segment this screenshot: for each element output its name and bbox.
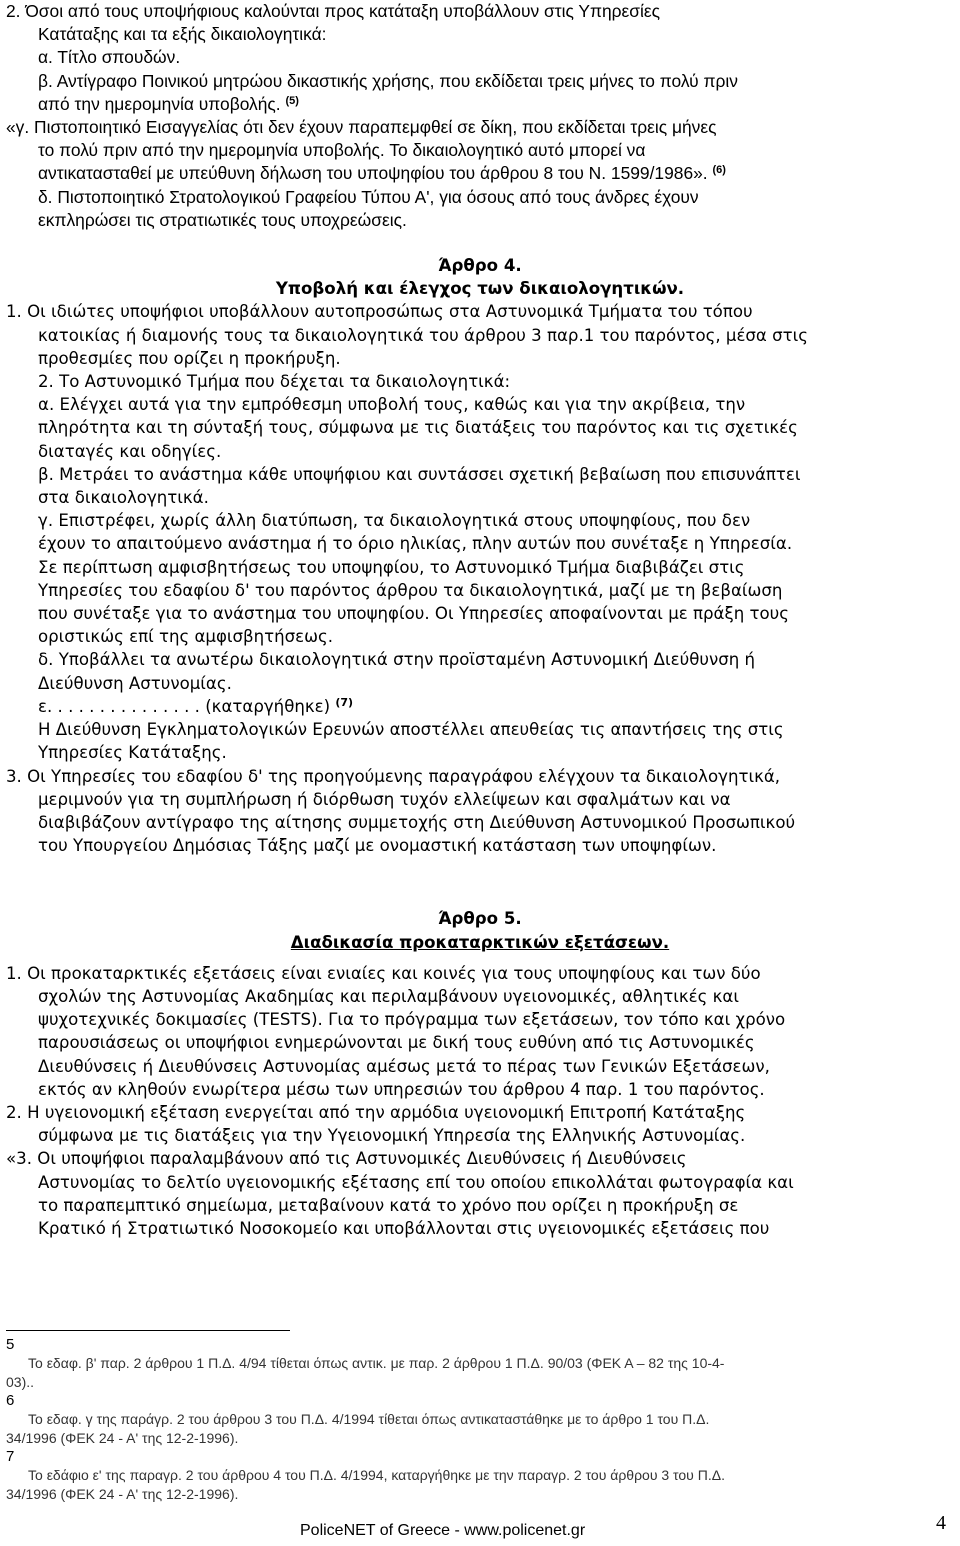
footnote-number: 6 <box>6 1392 15 1409</box>
paragraph-line: σύμφωνα με τις διατάξεις για την Υγειονομική Υπηρεσία της Ελληνικής Αστυνομίας. <box>38 1126 746 1146</box>
paragraph-line: Η Διεύθυνση Εγκληματολογικών Ερευνών αποστέλλει απευθείας τις απαντήσεις της στις <box>38 720 784 740</box>
paragraph-line: οριστικώς επί της αμφισβητήσεως. <box>38 627 334 647</box>
paragraph-line: εκπληρώσει τις στρατιωτικές τους υποχρεώσεις. <box>38 209 407 230</box>
paragraph-line: γ. Επιστρέφει, χωρίς άλλη διατύπωση, τα δικαιολογητικά στους υποψηφίους, που δεν <box>38 511 751 531</box>
footnote-text: 03).. <box>6 1374 35 1390</box>
paragraph-line: κατοικίας ή διαμονής τους τα δικαιολογητικά του άρθρου 3 παρ.1 του παρόντος, μέσα στις <box>38 325 809 345</box>
paragraph-line: Διεύθυνση Αστυνομίας. <box>38 673 232 693</box>
paragraph-line: παρουσιάσεως οι υποψήφιοι ενημερώνονται με δική τους ευθύνη από τις Αστυνομικές <box>38 1033 755 1053</box>
footnote-ref: (7) <box>335 695 354 709</box>
paragraph-line <box>6 93 954 116</box>
paragraph-line: διαταγές και οδηγίες. <box>38 441 222 461</box>
paragraph-line: 1. Οι προκαταρκτικές εξετάσεις είναι ενιαίες και κοινές για τους υποψηφίους και των δύο <box>6 963 761 983</box>
text-run: ε. . . . . . . . . . . . . . . (καταργήθηκε) <box>38 696 331 716</box>
footnote-number: 7 <box>6 1448 15 1465</box>
article-heading: Άρθρο 5. <box>438 909 522 929</box>
paragraph-line: εκτός αν κληθούν ενωρίτερα μέσω των υπηρεσιών του άρθρου 4 παρ. 1 του παρόντος. <box>38 1079 765 1099</box>
footnote-text: 34/1996 (ΦΕΚ 24 - Α' της 12-2-1996). <box>6 1486 239 1502</box>
paragraph-line: το πολύ πριν από την ημερομηνία υποβολής. Το δικαιολογητικό αυτό μπορεί να <box>38 140 646 161</box>
paragraph-line: α. Τίτλο σπουδών. <box>38 47 181 68</box>
paragraph-line: α. Ελέγχει αυτά για την εμπρόθεσμη υποβολή τους, καθώς και για την ακρίβεια, την <box>38 395 746 415</box>
document-page <box>6 0 954 1240</box>
footnote-ref: (6) <box>712 164 726 177</box>
paragraph-line: Σε περίπτωση αμφισβητήσεως του υποψηφίου, το Αστυνομικό Τμήμα διαβιβάζει στις <box>38 557 745 577</box>
footnote <box>6 1448 954 1504</box>
paragraph-line: στα δικαιολογητικά. <box>38 488 209 508</box>
paragraph-line: σχολών της Αστυνομίας Ακαδημίας και περιλαμβάνουν υγειονομικές, αθλητικές και <box>38 986 739 1006</box>
page-footer: PoliceNET of Greece - www.policenet.gr <box>300 1522 586 1539</box>
paragraph-line: β. Αντίγραφο Ποινικού μητρώου δικαστικής χρήσης, που εκδίδεται τρεις μήνες το πολύ πριν <box>38 70 738 91</box>
footnote-text <box>6 1466 954 1485</box>
paragraph-line: «3. Οι υποψήφιοι παραλαμβάνουν από τις Αστυνομικές Διευθύνσεις ή Διευθύνσεις <box>6 1149 687 1169</box>
article-title: Υποβολή και έλεγχος των δικαιολογητικών. <box>275 279 685 299</box>
footnote-number: 5 <box>6 1336 15 1353</box>
paragraph-line: 2. Όσοι από τους υποψήφιους καλούνται προς κατάταξη υποβάλλουν στις Υπηρεσίες <box>6 1 661 21</box>
paragraph-line: 3. Οι Υπηρεσίες του εδαφίου δ' της προηγούμενης παραγράφου ελέγχουν τα δικαιολογητικά, <box>6 766 781 786</box>
paragraph-line: Υπηρεσίες Κατάταξης. <box>38 743 227 763</box>
article-heading: Άρθρο 4. <box>438 256 522 276</box>
footnotes <box>6 1336 954 1504</box>
footnote <box>6 1336 954 1392</box>
footnote-line: Το εδαφ. β' παρ. 2 άρθρου 1 Π.Δ. 4/94 τίθεται όπως αντικ. με παρ. 2 άρθρου 1 Π.Δ. 90/03 (ΦΕΚ Α – 82 της 10-4- <box>28 1355 725 1371</box>
footnote-ref: (5) <box>285 94 299 107</box>
footnote-text <box>6 1354 954 1373</box>
paragraph-line: μεριμνούν για τη συμπλήρωση ή διόρθωση τυχόν ελλείψεων και σφαλμάτων και να <box>38 789 731 809</box>
paragraph-line: β. Μετράει το ανάστημα κάθε υποψήφιου και συντάσσει σχετική βεβαίωση που επισυνάπτει <box>38 464 801 484</box>
paragraph-line: 2. Το Αστυνομικό Τμήμα που δέχεται τα δικαιολογητικά: <box>38 372 511 392</box>
footnote-text: 34/1996 (ΦΕΚ 24 - Α' της 12-2-1996). <box>6 1430 239 1446</box>
paragraph-line: «γ. Πιστοποιητικό Εισαγγελίας ότι δεν έχουν παραπεμφθεί σε δίκη, που εκδίδεται τρεις μήνες <box>6 117 717 138</box>
paragraph-line: το παραπεμπτικό σημείωμα, μεταβαίνουν κατά το χρόνο που ορίζει η προκήρυξη σε <box>38 1195 739 1215</box>
paragraph-line: Κρατικό ή Στρατιωτικό Νοσοκομείο και υποβάλλονται στις υγειονομικές εξετάσεις που <box>38 1218 770 1238</box>
footnote-divider <box>6 1330 290 1331</box>
paragraph-line: ψυχοτεχνικές δοκιμασίες (TESTS). Για το πρόγραμμα των εξετάσεων, τον τόπο και χρόνο <box>38 1010 786 1030</box>
footnote-line: Το εδαφ. γ της παράγρ. 2 του άρθρου 3 του Π.Δ. 4/1994 τίθεται όπως αντικαταστάθηκε με το άρθρο 1 του Π.Δ. <box>28 1411 710 1427</box>
paragraph-line: 1. Οι ιδιώτες υποψήφιοι υποβάλλουν αυτοπροσώπως στα Αστυνομικά Τμήματα του τόπου <box>6 302 753 322</box>
paragraph-line: δ. Υποβάλλει τα ανωτέρω δικαιολογητικά στην προϊσταμένη Αστυνομική Διεύθυνση ή <box>38 650 756 670</box>
paragraph-line: Κατάταξης και τα εξής δικαιολογητικά: <box>38 24 327 45</box>
paragraph-line: του Υπουργείου Δημόσιας Τάξης μαζί με ονομαστική κατάσταση των υποψηφίων. <box>38 836 717 856</box>
text-run: αντικατασταθεί με υπεύθυνη δήλωση του υποψηφίου του άρθρου 8 του Ν. 1599/1986». <box>38 163 708 184</box>
paragraph-line: Διευθύνσεις ή Διευθύνσεις Αστυνομίας αμέσως μετά το πέρας των Γενικών Εξετάσεων, <box>38 1056 770 1076</box>
footnote <box>6 1392 954 1448</box>
paragraph-line <box>6 162 954 185</box>
paragraph-line: πληρότητα και τη σύνταξή τους, σύμφωνα με τις διατάξεις του παρόντος και τις σχετικές <box>38 418 798 438</box>
article-title: Διαδικασία προκαταρκτικών εξετάσεων. <box>290 932 670 952</box>
paragraph-line: προθεσμίες που ορίζει η προκήρυξη. <box>38 348 341 368</box>
footnote-text <box>6 1410 954 1429</box>
paragraph-line: 2. Η υγειονομική εξέταση ενεργείται από την αρμόδια υγειονομική Επιτροπή Κατάταξης <box>6 1102 746 1122</box>
paragraph-line: που συνέταξε για το ανάστημα του υποψηφίου. Οι Υπηρεσίες αποφαίνονται με πράξη τους <box>38 604 789 624</box>
paragraph-line <box>6 695 954 718</box>
paragraph-line: δ. Πιστοποιητικό Στρατολογικού Γραφείου Τύπου Α', για όσους από τους άνδρες έχουν <box>38 186 699 207</box>
paragraph-line: Αστυνομίας το δελτίο υγειονομικής εξέτασης επί του οποίου επικολλάται φωτογραφία και <box>38 1172 794 1192</box>
footnote-line: Το εδάφιο ε' της παραγρ. 2 του άρθρου 4 του Π.Δ. 4/1994, καταργήθηκε με την παραγρ. 2 του άρθρου 3 του Π.Δ. <box>28 1467 725 1483</box>
paragraph-line: έχουν το απαιτούμενο ανάστημα ή το όριο ηλικίας, πλην αυτών που συνέταξε η Υπηρεσία. <box>38 534 793 554</box>
page-number: 4 <box>936 1512 946 1534</box>
paragraph-line: Υπηρεσίες του εδαφίου δ' του παρόντος άρθρου τα δικαιολογητικά, μαζί με τη βεβαίωση <box>38 580 783 600</box>
paragraph-line: διαβιβάζουν αντίγραφο της αίτησης συμμετοχής στη Διεύθυνση Αστυνομικού Προσωπικού <box>38 812 796 832</box>
text-run: από την ημερομηνία υποβολής. <box>38 93 281 114</box>
